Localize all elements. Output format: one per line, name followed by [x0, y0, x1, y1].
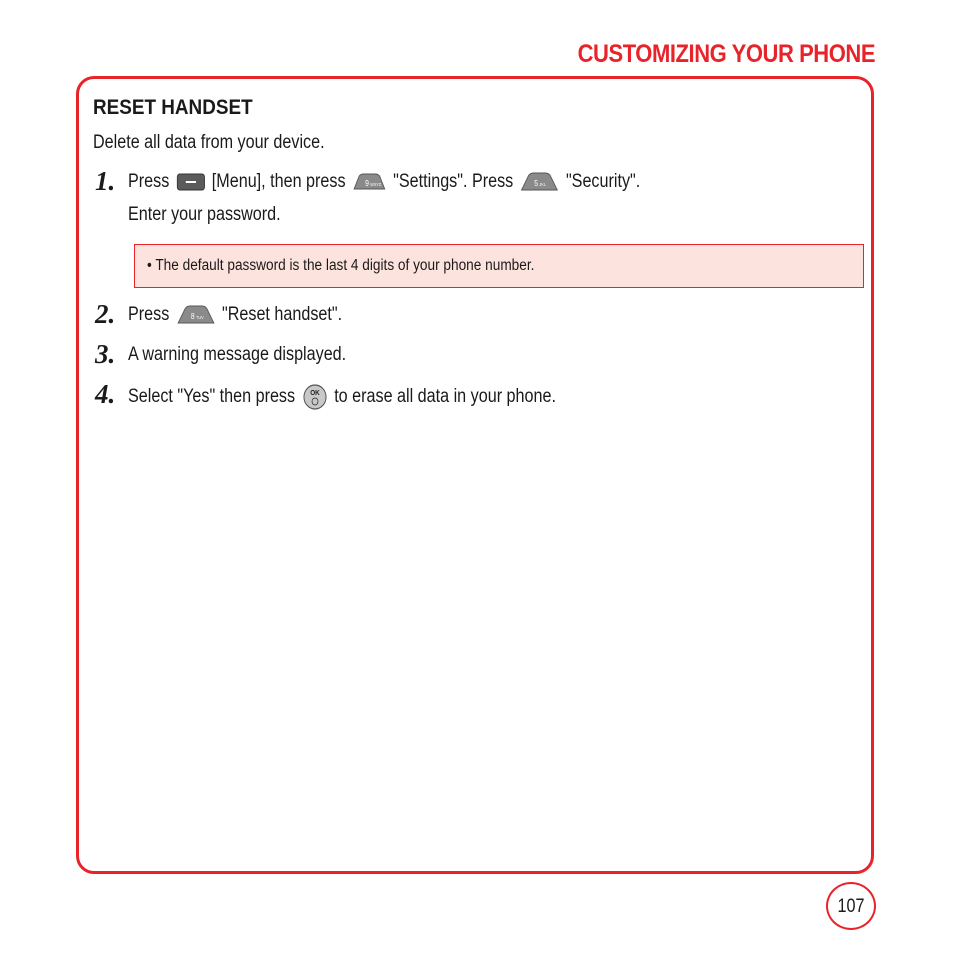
key-8-digit: 8 — [190, 311, 195, 322]
step-4-line — [128, 384, 561, 410]
step-2-reset-text: "Reset handset". — [221, 304, 343, 325]
step-4-erase-text: to erase all data in your phone. — [334, 386, 556, 407]
step-number-3: 3. — [95, 339, 116, 369]
key-5-icon — [520, 172, 559, 192]
page-title: RESET HANDSET — [93, 96, 253, 119]
step-1-security-text: "Security". — [565, 171, 641, 192]
key-9-digit: 9 — [365, 178, 369, 189]
key-5-letters: JKL — [539, 181, 547, 188]
menu-key-icon — [176, 173, 205, 191]
intro-text: Delete all data from your device. — [93, 132, 325, 153]
content-frame — [76, 76, 874, 874]
step-2-line — [128, 304, 347, 326]
step-3-line: A warning message displayed. — [128, 344, 347, 365]
section-header: CUSTOMIZING YOUR PHONE — [577, 40, 875, 68]
key-8-letters: TUV — [195, 314, 204, 321]
key-9-icon — [352, 173, 386, 191]
note-box — [134, 244, 864, 288]
key-9-letters: WXYZ — [370, 181, 382, 188]
step-4-select-text: Select "Yes" then press — [128, 386, 296, 407]
step-1-line-1 — [128, 171, 645, 193]
step-number-1: 1. — [95, 166, 116, 196]
step-number-2: 2. — [95, 299, 116, 329]
ok-key-label: OK — [309, 389, 320, 398]
key-8-icon — [176, 305, 215, 325]
step-number-4: 4. — [95, 379, 116, 409]
step-1-line-2: Enter your password. — [128, 204, 281, 225]
key-5-digit: 5 — [534, 178, 539, 189]
page-number-badge — [826, 882, 876, 930]
ok-key-icon — [302, 384, 328, 410]
step-1-press-text: Press — [128, 171, 170, 192]
step-2-press-text: Press — [128, 304, 170, 325]
step-1-settings-text: "Settings". Press — [393, 171, 514, 192]
note-text: • The default password is the last 4 digits of your phone number. — [147, 257, 535, 274]
page-number: 107 — [837, 896, 865, 917]
step-1-menu-text: [Menu], then press — [211, 171, 346, 192]
